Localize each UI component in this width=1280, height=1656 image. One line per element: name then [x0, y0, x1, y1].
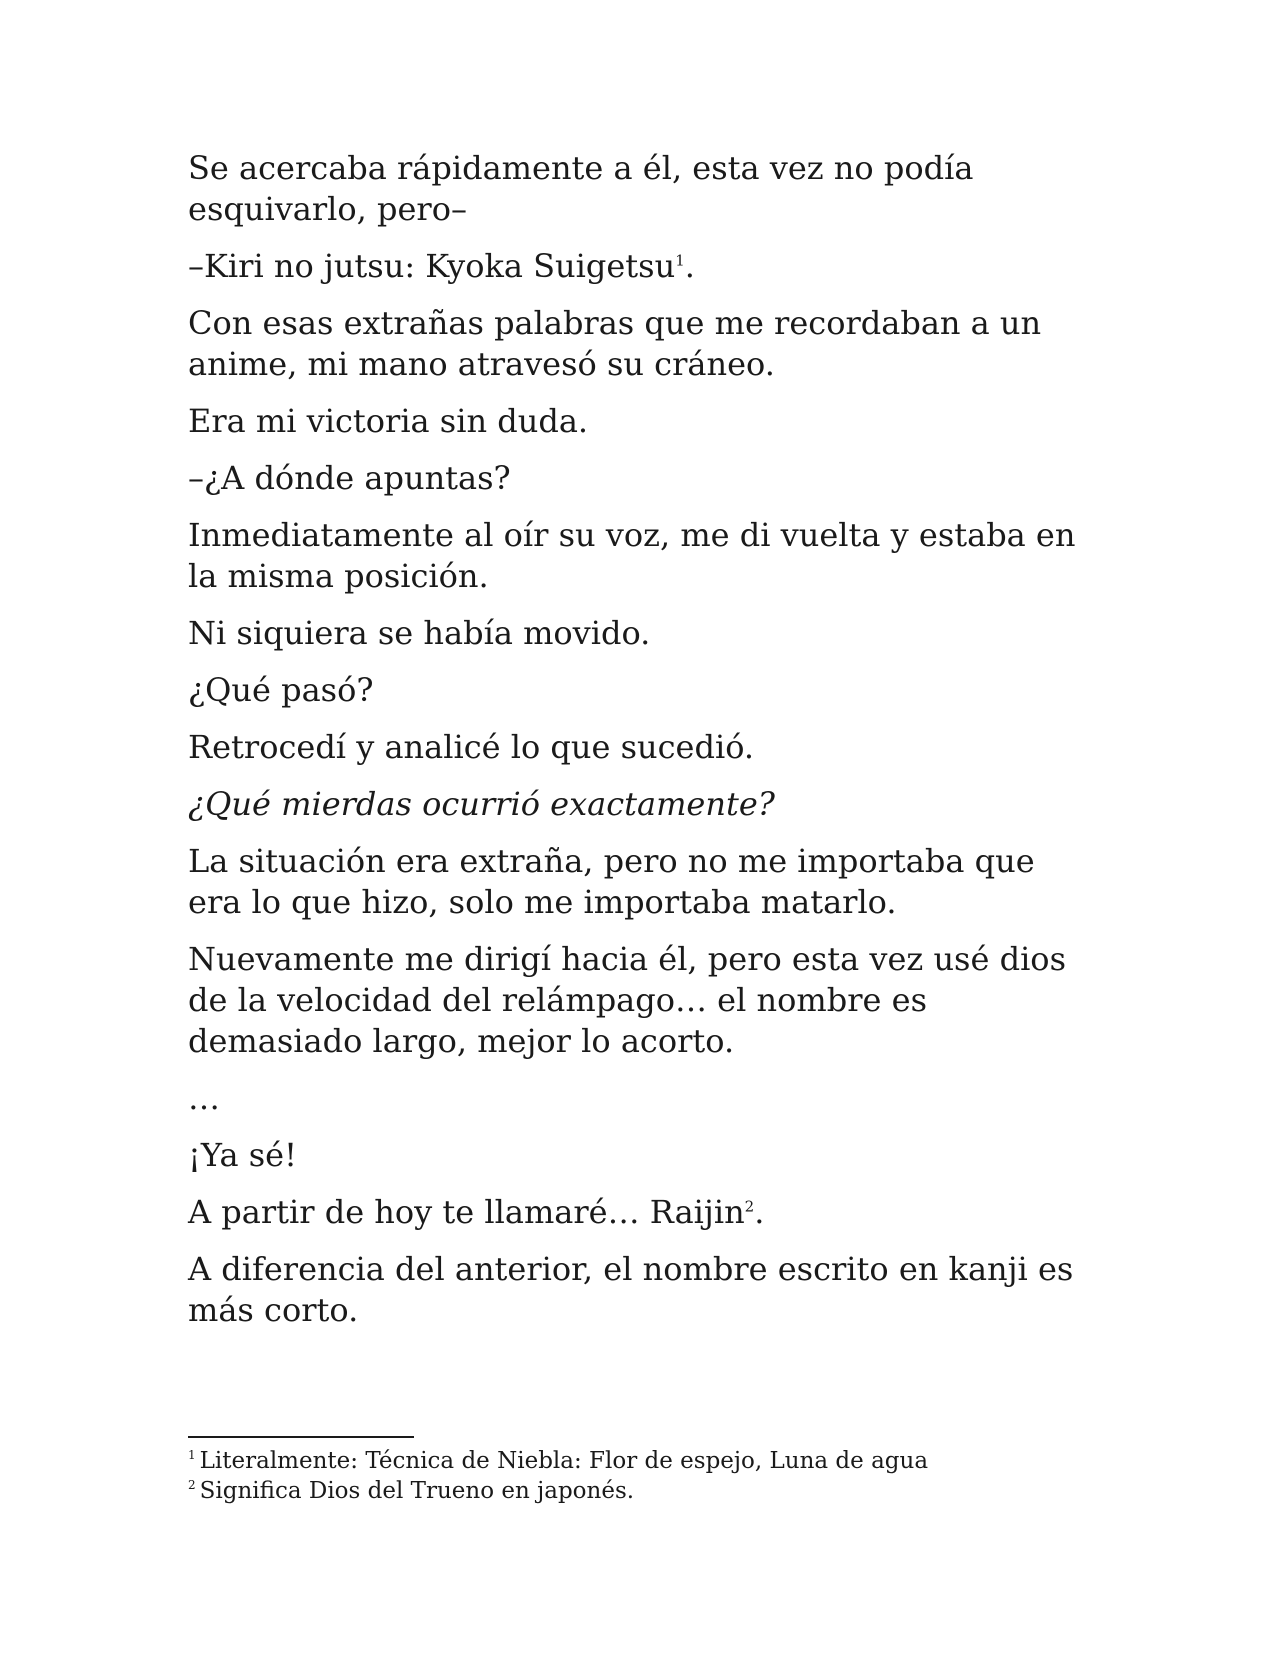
paragraph: ¿Qué pasó?: [188, 671, 374, 709]
footnote-number: 1: [188, 1448, 196, 1463]
paragraph: Se acercaba rápidamente a él, esta vez no podía esquivarlo, pero–: [188, 149, 974, 228]
paragraph: A partir de hoy te llamaré… Raijin$^2$.: [188, 1193, 765, 1231]
footnote-reference[interactable]: 1: [675, 251, 685, 270]
footnote-divider: [188, 1436, 414, 1438]
paragraph: Era mi victoria sin duda.: [188, 402, 589, 440]
paragraph: Con esas extrañas palabras que me recordaban a un anime, mi mano atravesó su cráneo.: [188, 304, 1042, 383]
paragraph: Retrocedí y analicé lo que sucedió.: [188, 728, 755, 766]
paragraph: A diferencia del anterior, el nombre escrito en kanji es más corto.: [188, 1250, 1074, 1329]
paragraph: –Kiri no jutsu: Kyoka Suigetsu$^1$.: [188, 247, 695, 285]
footnote: $^1$ Literalmente: Técnica de Niebla: Flor de espejo, Luna de agua: [188, 1448, 929, 1474]
paragraph: …: [188, 1079, 220, 1117]
paragraph: Inmediatamente al oír su voz, me di vuelta y estaba en la misma posición.: [188, 516, 1076, 595]
footnotes-section: [188, 1436, 1088, 1506]
footnote-reference[interactable]: 2: [744, 1197, 755, 1216]
paragraph: Ni siquiera se había movido.: [188, 614, 651, 652]
italic-paragraph: ¿Qué mierdas ocurrió exactamente?: [188, 785, 775, 823]
paragraph: ¡Ya sé!: [188, 1136, 297, 1174]
footnote-number: 2: [188, 1478, 196, 1493]
paragraph: La situación era extraña, pero no me importaba que era lo que hizo, solo me importaba matarlo.: [188, 842, 1035, 921]
paragraph: Nuevamente me dirigí hacia él, pero esta vez usé dios de la velocidad del relámpago… el nombre es demasiado largo, mejor lo acorto.: [188, 940, 1066, 1060]
paragraph: –¿A dónde apuntas?: [188, 459, 511, 497]
footnote: $^2$ Significa Dios del Trueno en japonés.: [188, 1478, 635, 1504]
page-body: [188, 148, 1088, 1347]
